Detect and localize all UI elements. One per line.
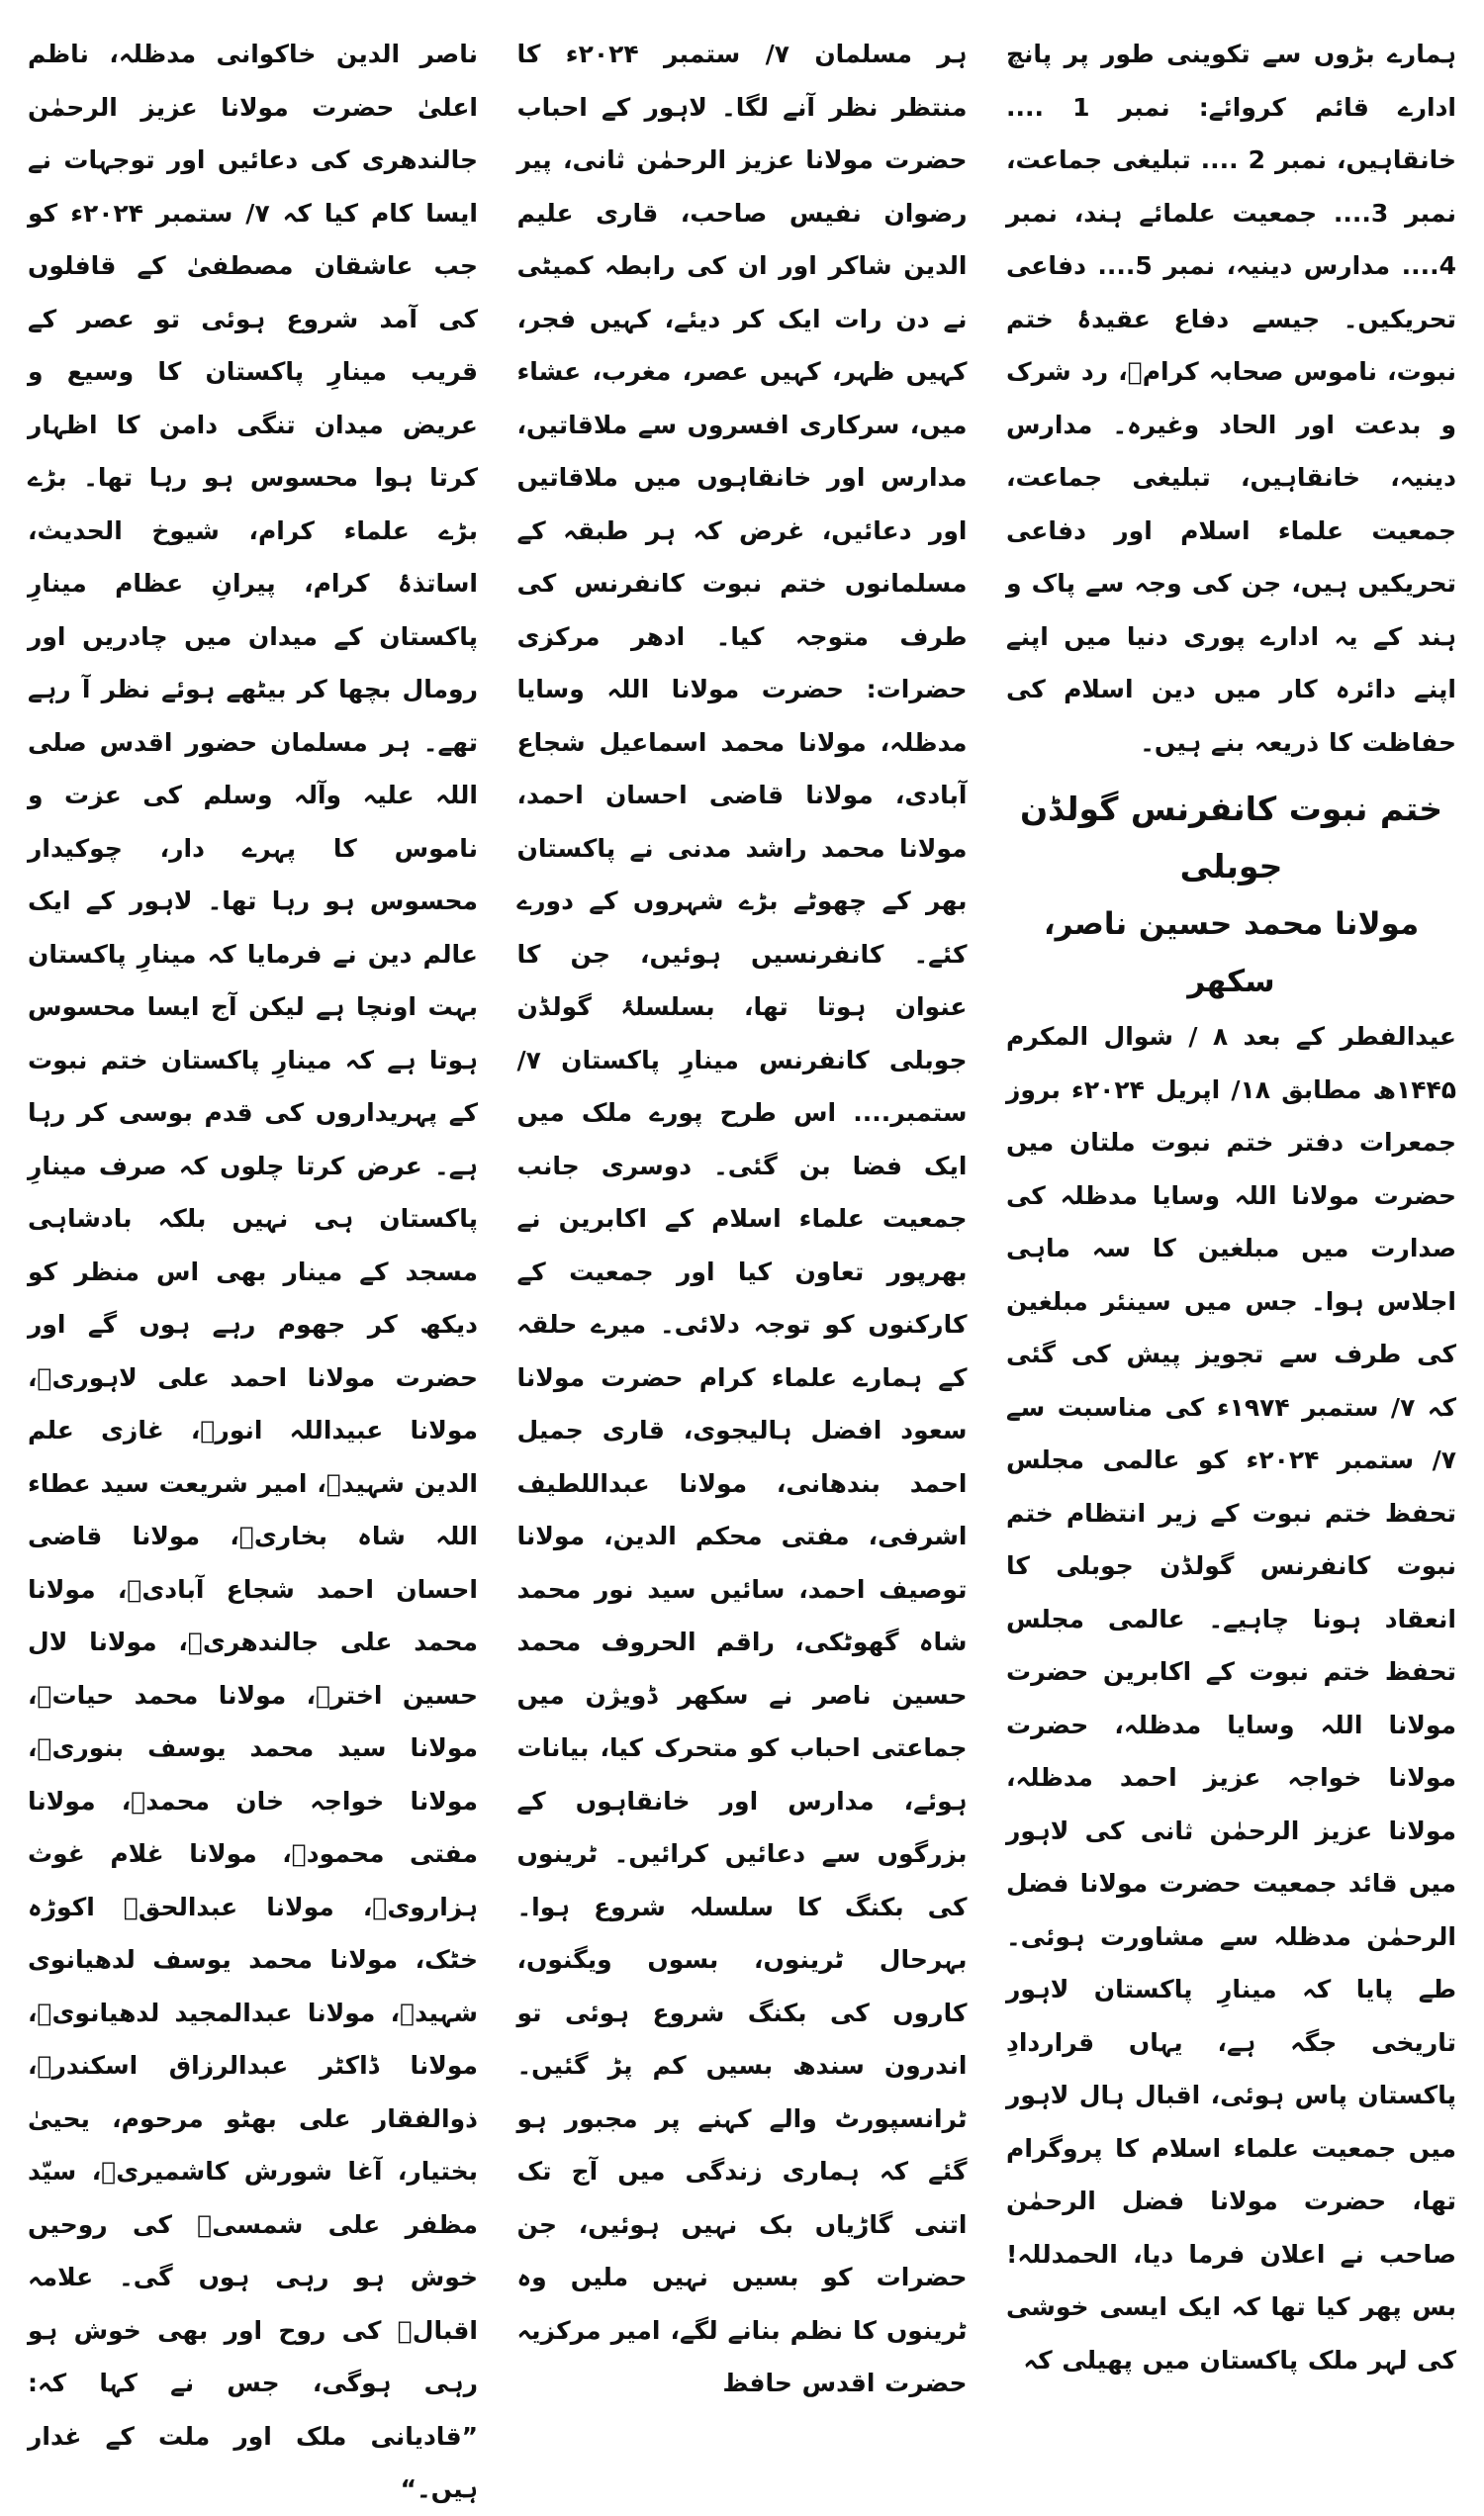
column-left [28,28,478,2503]
article-body-left: ناصر الدین خاکوانی مدظلہ، ناظم اعلیٰ حضرت مولانا عزیز الرحمٰن جالندھری کی دعائیں اور توجہات نے ایسا کام کیا کہ ۷/ ستمبر ۲۰۲۴ء کو جب عاشقان مصطفیٰ کے قافلوں کی آمد شروع ہوئی تو عصر کے قریب مینارِ پاکستان کا وسیع و عریض میدان تنگی دامن کا اظہار کرتا ہوا محسوس ہو رہا تھا۔ بڑے بڑے علماء کرام، شیوخ الحدیث، اساتذۂ کرام، پیرانِ عظام مینارِ پاکستان کے میدان میں چادریں اور رومال بچھا کر بیٹھے ہوئے نظر آ رہے تھے۔ ہر مسلمان حضور اقدس صلی اللہ علیہ وآلہ وسلم کی عزت و ناموس کا پہرے دار، چوکیدار محسوس ہو رہا تھا۔ لاہور کے ایک عالم دین نے فرمایا کہ مینارِ پاکستان بہت اونچا ہے لیکن آج ایسا محسوس ہوتا ہے کہ مینارِ پاکستان ختم نبوت کے پہریداروں کی قدم بوسی کر رہا ہے۔ عرض کرتا چلوں کہ صرف مینارِ پاکستان ہی نہیں بلکہ بادشاہی مسجد کے مینار بھی اس منظر کو دیکھ کر جھوم رہے ہوں گے اور حضرت مولانا احمد علی لاہوریؒ، مولانا عبیداللہ انورؒ، غازی علم الدین شہیدؒ، امیر شریعت سید عطاء اللہ شاہ بخاریؒ، مولانا قاضی احسان احمد شجاع آبادیؒ، مولانا محمد علی جالندھریؒ، مولانا لال حسین اخترؒ، مولانا محمد حیاتؒ، مولانا سید محمد یوسف بنوریؒ، مولانا خواجہ خان محمدؒ، مولانا مفتی محمودؒ، مولانا غلام غوث ہزارویؒ، مولانا عبدالحقؒ اکوڑہ خٹک، مولانا محمد یوسف لدھیانوی شہیدؒ، مولانا عبدالمجید لدھیانویؒ، مولانا ڈاکٹر عبدالرزاق اسکندرؒ، ذوالفقار علی بھٹو مرحوم، یحییٰ بختیار، آغا شورش کاشمیریؒ، سیّد مظفر علی شمسیؒ کی روحیں خوش ہو رہی ہوں گی۔ علامہ اقبالؒ کی روح اور بھی خوش ہو رہی ہوگی، جس نے کہا کہ: ”قادیانی ملک اور ملت کے غدار ہیں۔“ [28,40,478,2503]
column-middle [516,28,968,2397]
article-byline: مولانا محمد حسین ناصر، سکھر [1043,906,1420,999]
intro-paragraph: ہمارے بڑوں سے تکوینی طور پر پانچ ادارے قائم کروائے: نمبر 1 .... خانقاہیں، نمبر 2 .... تبلیغی جماعت، نمبر 3.... جمعیت علمائے ہند، نمبر 4.... مدارس دینیہ، نمبر 5.... دفاعی تحریکیں۔ جیسے دفاع عقیدۂ ختم نبوت، ناموس صحابہ کرامؓ، رد شرک و بدعت اور الحاد وغیرہ۔ مدارس دینیہ، خانقاہیں، تبلیغی جماعت، جمعیت علماء اسلام اور دفاعی تحریکیں ہیں، جن کی وجہ سے پاک و ہند کے یہ ادارے پوری دنیا میں اپنے اپنے دائرہ کار میں دین اسلام کی حفاظت کا ذریعہ بنے ہیں۔ [1006,40,1456,757]
section-gap [1006,769,1456,781]
article-body-middle: ہر مسلمان ۷/ ستمبر ۲۰۲۴ء کا منتظر نظر آنے لگا۔ لاہور کے احباب حضرت مولانا عزیز الرحمٰن ثانی، پیر رضوان نفیس صاحب، قاری علیم الدین شاکر اور ان کی رابطہ کمیٹی نے دن رات ایک کر دیئے، کہیں فجر، کہیں ظہر، کہیں عصر، مغرب، عشاء میں، سرکاری افسروں سے ملاقاتیں، مدارس اور خانقاہوں میں ملاقاتیں اور دعائیں، غرض کہ ہر طبقہ کے مسلمانوں ختم نبوت کانفرنس کی طرف متوجہ کیا۔ ادھر مرکزی حضرات: حضرت مولانا اللہ وسایا مدظلہ، مولانا محمد اسماعیل شجاع آبادی، مولانا قاضی احسان احمد، مولانا محمد راشد مدنی نے پاکستان بھر کے چھوٹے بڑے شہروں کے دورے کئے۔ کانفرنسیں ہوئیں، جن کا عنوان ہوتا تھا، بسلسلۂ گولڈن جوبلی کانفرنس مینارِ پاکستان ۷/ ستمبر.... اس طرح پورے ملک میں ایک فضا بن گئی۔ دوسری جانب جمعیت علماء اسلام کے اکابرین نے بھرپور تعاون کیا اور جمعیت کے کارکنوں کو توجہ دلائی۔ میرے حلقہ کے ہمارے علماء کرام حضرت مولانا سعود افضل ہالیجوی، قاری جمیل احمد بندھانی، مولانا عبداللطیف اشرفی، مفتی محکم الدین، مولانا توصیف احمد، سائیں سید نور محمد شاہ گھوٹکی، راقم الحروف محمد حسین ناصر نے سکھر ڈویژن میں جماعتی احباب کو متحرک کیا، بیانات ہوئے، مدارس اور خانقاہوں کے بزرگوں سے دعائیں کرائیں۔ ٹرینوں کی بکنگ کا سلسلہ شروع ہوا۔ بہرحال ٹرینوں، بسوں ویگنوں، کاروں کی بکنگ شروع ہوئی تو اندرون سندھ بسیں کم پڑ گئیں۔ ٹرانسپورٹ والے کہنے پر مجبور ہو گئے کہ ہماری زندگی میں آج تک اتنی گاڑیاں بک نہیں ہوئیں، جن حضرات کو بسیں نہیں ملیں وہ ٹرینوں کا نظم بنانے لگے، امیر مرکزیہ حضرت اقدس حافظ [516,40,968,2397]
article-body-right: عیدالفطر کے بعد ۸ / شوال المکرم ۱۴۴۵ھ مطابق ۱۸/ اپریل ۲۰۲۴ء بروز جمعرات دفتر ختم نبوت ملتان میں حضرت مولانا اللہ وسایا مدظلہ کی صدارت میں مبلغین کا سہ ماہی اجلاس ہوا۔ جس میں سینئر مبلغین کی طرف سے تجویز پیش کی گئی کہ ۷/ ستمبر ۱۹۷۴ء کی مناسبت سے ۷/ ستمبر ۲۰۲۴ء کو عالمی مجلس تحفظ ختم نبوت کے زیر انتظام ختم نبوت کانفرنس گولڈن جوبلی کا انعقاد ہونا چاہیے۔ عالمی مجلس تحفظ ختم نبوت کے اکابرین حضرت مولانا اللہ وسایا مدظلہ، حضرت مولانا خواجہ عزیز احمد مدظلہ، مولانا عزیز الرحمٰن ثانی کی لاہور میں قائد جمعیت حضرت مولانا فضل الرحمٰن مدظلہ سے مشاورت ہوئی۔ طے پایا کہ مینارِ پاکستان لاہور تاریخی جگہ ہے، یہاں قراردادِ پاکستان پاس ہوئی، اقبال ہال لاہور میں جمعیت علماء اسلام کا پروگرام تھا، حضرت مولانا فضل الرحمٰن صاحب نے اعلان فرما دیا، الحمدللہ! بس پھر کیا تھا کہ ایک ایسی خوشی کی لہر ملک پاکستان میں پھیلی کہ [1006,1022,1456,2375]
article-heading: ختم نبوت کانفرنس گولڈن جوبلی [1019,790,1443,885]
column-right [1006,28,1456,2375]
